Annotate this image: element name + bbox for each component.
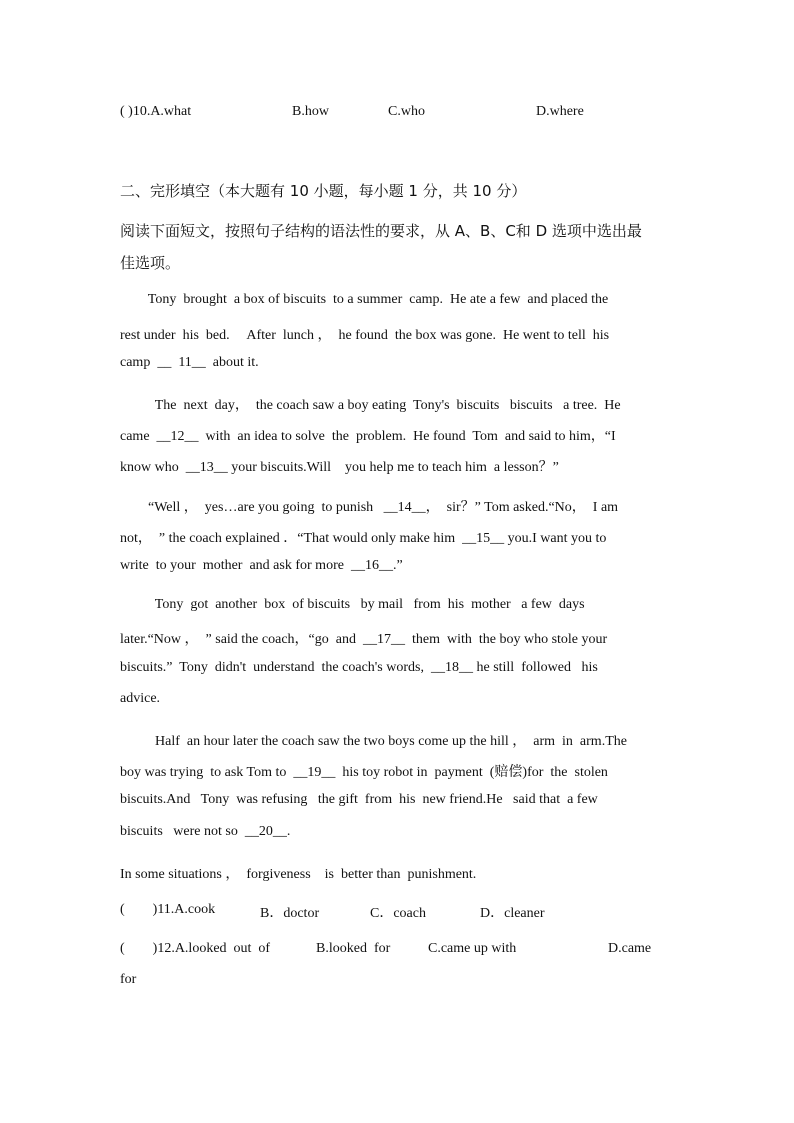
q12-option-a: ( )12.A.looked out of xyxy=(120,941,271,956)
q11-option-a: ( )11.A.cook xyxy=(120,902,216,917)
passage-line: later.“Now ， ” said the coach，“go and __17__ them with the boy who stole your xyxy=(120,632,608,647)
q10-option-b: B.how xyxy=(292,104,329,119)
q11-option-c: C．coach xyxy=(370,906,426,921)
q12-option-d: D.came xyxy=(608,941,652,956)
passage-line: advice. xyxy=(120,691,161,706)
q12-option-b: B.looked for xyxy=(316,941,391,956)
passage-line: biscuits were not so __20__. xyxy=(120,824,291,839)
q11-option-d: D．cleaner xyxy=(480,906,545,921)
q10-option-a: ( )10.A.what xyxy=(120,104,192,119)
section-title: 二、完形填空（本大题有 10 小题，每小题 1 分，共 10 分） xyxy=(120,182,527,200)
passage-line: write to your mother and ask for more __16__.” xyxy=(120,558,403,573)
q12-option-c: C.came up with xyxy=(428,941,517,956)
passage-line: came __12__ with an idea to solve the problem. He found Tom and said to him，“I xyxy=(120,429,616,444)
passage-line: Half an hour later the coach saw the two boys come up the hill ， arm in arm.The xyxy=(120,734,627,749)
passage-line: Tony brought a box of biscuits to a summer camp. He ate a few and placed the xyxy=(120,292,609,307)
passage-line: camp __ 11__ about it. xyxy=(120,355,259,370)
q10-option-d: D.where xyxy=(536,104,584,119)
instructions-line-2: 佳选项。 xyxy=(120,254,181,272)
q10-option-c: C.who xyxy=(388,104,425,119)
passage-line: biscuits.” Tony didn't understand the coach's words, __18__ he still followed his xyxy=(120,660,598,675)
passage-line: boy was trying to ask Tom to __19__ his toy robot in payment (赔偿)for the stolen xyxy=(120,765,608,780)
passage-line: biscuits.And Tony was refusing the gift from his new friend.He said that a few xyxy=(120,792,598,807)
passage-line: know who __13__ your biscuits.Will you help me to teach him a lesson？” xyxy=(120,460,559,475)
q12-option-d-wrap: for xyxy=(120,972,137,987)
q11-option-b: B．doctor xyxy=(260,906,320,921)
passage-line: In some situations ， forgiveness is better than punishment. xyxy=(120,867,477,882)
passage-line: “Well ， yes…are you going to punish __14__， sir？” Tom asked.“No， I am xyxy=(120,500,619,515)
instructions-line-1: 阅读下面短文，按照句子结构的语法性的要求，从 A、B、C和 D 选项中选出最 xyxy=(120,222,642,240)
passage-line: not， ” the coach explained ．“That would only make him __15__ you.I want you to xyxy=(120,531,607,546)
passage-line: Tony got another box of biscuits by mail from his mother a few days xyxy=(120,597,585,612)
passage-line: The next day， the coach saw a boy eating Tony's biscuits biscuits a tree. He xyxy=(120,398,621,413)
passage-line: rest under his bed. After lunch ， he found the box was gone. He went to tell his xyxy=(120,328,610,343)
